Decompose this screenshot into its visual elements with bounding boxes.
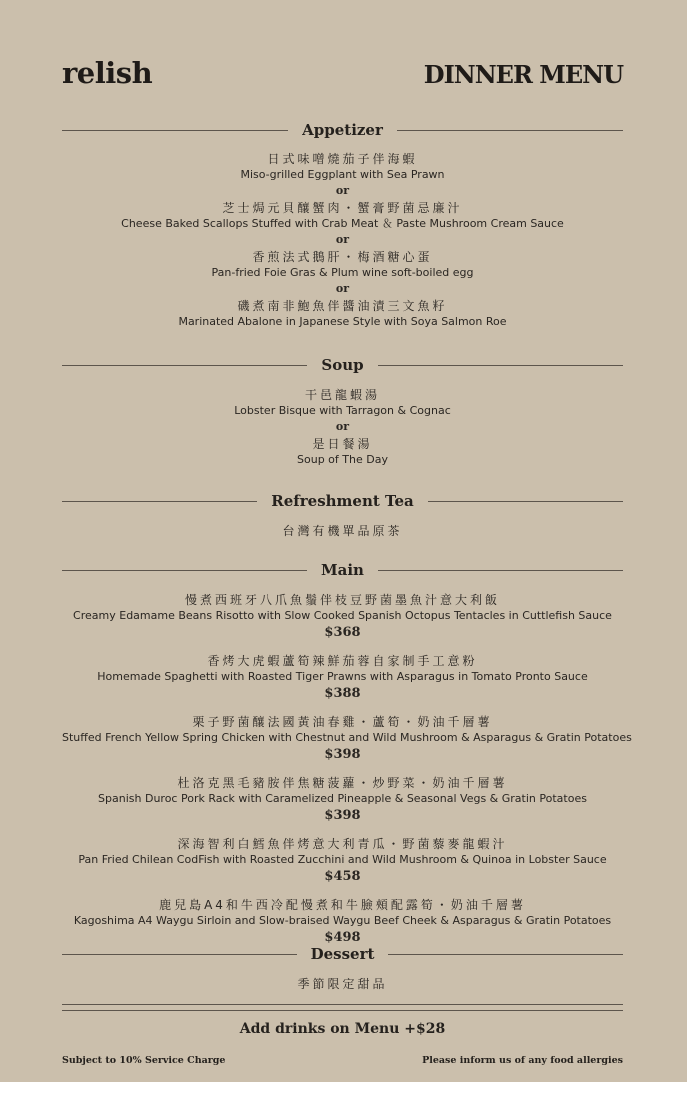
divider-line	[428, 501, 623, 502]
section-title: Refreshment Tea	[271, 492, 414, 510]
item-chinese-name: 慢煮西班牙八爪魚鬚伴枝豆野菌墨魚汁意大利飯	[184, 593, 500, 607]
item-english-name: Kagoshima A4 Waygu Sirloin and Slow-braised Waygu Beef Cheek & Asparagus & Gratin Potatoes	[73, 914, 612, 927]
item-chinese-name: 深海智利白鱈魚伴烤意大利青瓜・野菌藜麥龍蝦汁	[177, 837, 508, 851]
item-english-name: Pan Fried Chilean CodFish with Roasted Zucchini and Wild Mushroom & Quinoa in Lobster Sauce	[78, 853, 607, 866]
section-title: Dessert	[310, 945, 375, 963]
item-chinese-name: 干邑龍蝦湯	[304, 388, 380, 402]
brand-logo: relish	[62, 56, 153, 90]
section-soup	[62, 354, 623, 467]
menu-item	[62, 249, 623, 280]
item-english-name: Miso-grilled Eggplant with Sea Prawn	[240, 168, 445, 181]
item-english-name: Lobster Bisque with Tarragon & Cognac	[234, 404, 451, 417]
menu-item	[62, 836, 623, 887]
item-chinese-name: 鹿兒島A4和牛西冷配慢煮和牛臉頰配露筍・奶油千層薯	[159, 898, 526, 912]
section-title: Main	[321, 561, 364, 579]
section-title: Appetizer	[302, 121, 383, 139]
item-chinese-name: 磯煮南非鮑魚伴醬油漬三文魚籽	[237, 299, 448, 313]
section-dessert	[62, 943, 623, 992]
menu-item	[62, 653, 623, 704]
divider-line	[378, 365, 623, 366]
item-english-name: Stuffed French Yellow Spring Chicken with Chestnut and Wild Mushroom & Asparagus & Gratin Potatoes	[62, 731, 632, 744]
section-header	[62, 943, 623, 965]
divider-line	[62, 365, 307, 366]
item-chinese-name: 香烤大虎蝦蘆筍辣鮮茄蓉自家制手工意粉	[207, 654, 478, 668]
item-english-name: Homemade Spaghetti with Roasted Tiger Prawns with Asparagus in Tomato Pronto Sauce	[97, 670, 588, 683]
item-english-name: Pan-fried Foie Gras & Plum wine soft-boiled egg	[211, 266, 474, 279]
menu-item	[62, 298, 623, 329]
item-price: $458	[324, 869, 361, 884]
item-english-name: Marinated Abalone in Japanese Style with Soya Salmon Roe	[178, 315, 507, 328]
item-price: $388	[324, 686, 361, 701]
section-header	[62, 490, 623, 512]
divider-line	[62, 954, 297, 955]
section-refreshment-tea	[62, 490, 623, 539]
section-header	[62, 354, 623, 376]
divider-line	[388, 954, 623, 955]
item-english-name: Creamy Edamame Beans Risotto with Slow Cooked Spanish Octopus Tentacles in Cuttlefish Sauce	[73, 609, 612, 622]
divider-line	[62, 570, 307, 571]
item-chinese-name: 香煎法式鵝肝・梅酒糖心蛋	[252, 250, 433, 264]
or-separator: or	[335, 420, 350, 433]
item-price: $368	[324, 625, 361, 640]
or-separator: or	[335, 184, 350, 197]
item-chinese-name: 季節限定甜品	[297, 977, 388, 991]
or-separator: or	[335, 282, 350, 295]
menu-item	[62, 775, 623, 826]
menu-item	[62, 714, 632, 765]
service-charge-note: Subject to 10% Service Charge	[62, 1055, 226, 1066]
allergy-note: Please inform us of any food allergies	[422, 1055, 623, 1066]
divider-line	[378, 570, 623, 571]
divider-line	[397, 130, 623, 131]
divider-line	[62, 130, 288, 131]
footer-divider	[62, 1004, 623, 1011]
item-chinese-name: 芝士焗元貝釀蟹肉・蟹膏野菌忌廉汁	[222, 201, 463, 215]
drinks-addon-note: Add drinks on Menu +$28	[239, 1021, 446, 1037]
menu-item	[62, 151, 623, 182]
item-english-name: Cheese Baked Scallops Stuffed with Crab Meat ＆ Paste Mushroom Cream Sauce	[121, 217, 564, 230]
menu-title: DINNER MENU	[423, 60, 623, 89]
section-main	[62, 559, 632, 958]
section-title: Soup	[321, 356, 364, 374]
menu-item	[62, 387, 623, 418]
item-english-name: Spanish Duroc Pork Rack with Caramelized Pineapple & Seasonal Vegs & Gratin Potatoes	[98, 792, 587, 805]
item-chinese-name: 是日餐湯	[312, 437, 373, 451]
menu-item	[62, 200, 623, 231]
item-price: $398	[324, 747, 361, 762]
item-chinese-name: 台灣有機單品原茶	[282, 524, 403, 538]
menu-item	[62, 592, 623, 643]
item-chinese-name: 杜洛克黑毛豬胺伴焦糖菠蘿・炒野菜・奶油千層薯	[177, 776, 508, 790]
menu-item	[62, 897, 623, 948]
section-appetizer	[62, 119, 623, 329]
item-chinese-name: 日式味噌燒茄子伴海蝦	[267, 152, 418, 166]
section-header	[62, 119, 623, 141]
item-price: $398	[324, 808, 361, 823]
item-chinese-name: 栗子野菌釀法國黃油春雞・蘆筍・奶油千層薯	[192, 715, 493, 729]
item-price: $498	[324, 930, 361, 945]
divider-line	[62, 501, 257, 502]
menu-item	[62, 436, 623, 467]
section-header	[62, 559, 623, 581]
or-separator: or	[335, 233, 350, 246]
item-english-name: Soup of The Day	[297, 453, 388, 466]
